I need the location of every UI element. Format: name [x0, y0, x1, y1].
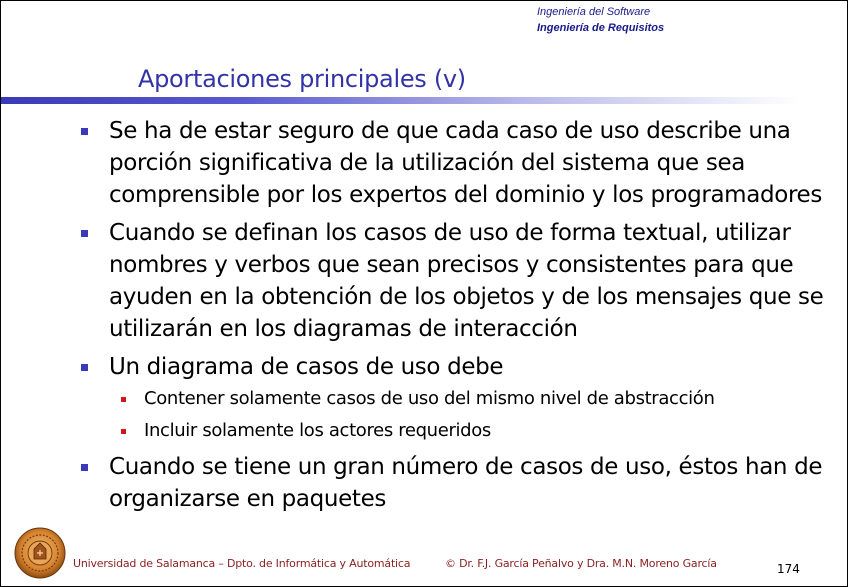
- course-header: [537, 4, 664, 36]
- bullet-list: [1, 115, 847, 521]
- university-seal-icon: [14, 527, 66, 579]
- small-square-bullet-icon: [121, 429, 126, 434]
- bullet-text: Cuando se definan los casos de uso de forma textual, utilizar nombres y verbos que sean precisos y consistentes para que ayuden en la obtención de los objetos y de los mensajes que se utilizarán en los diagramas de interacción: [109, 220, 824, 342]
- square-bullet-icon: [81, 464, 88, 471]
- square-bullet-icon: [81, 364, 88, 371]
- sub-bullet-text: Incluir solamente los actores requeridos: [144, 420, 491, 441]
- bullet-text: Cuando se tiene un gran número de casos de uso, éstos han de organizarse en paquetes: [109, 454, 823, 512]
- footer-authors: © Dr. F.J. García Peñalvo y Dra. M.N. Moreno García: [445, 557, 717, 570]
- bullet-item: [1, 451, 847, 515]
- square-bullet-icon: [81, 230, 88, 237]
- sub-bullet-item: [1, 387, 847, 411]
- small-square-bullet-icon: [121, 397, 126, 402]
- bullet-item: [1, 115, 847, 211]
- page-number: 174: [777, 562, 800, 576]
- bullet-text: Se ha de estar seguro de que cada caso de uso describe una porción significativa de la utilización del sistema que sea comprensible por los expertos del dominio y los programadores: [109, 118, 822, 208]
- square-bullet-icon: [81, 128, 88, 135]
- footer-institution: Universidad de Salamanca – Dpto. de Informática y Automática: [73, 557, 411, 570]
- course-name: Ingeniería del Software: [537, 6, 651, 18]
- bullet-item: [1, 351, 847, 383]
- sub-bullet-item: [1, 419, 847, 443]
- course-topic: Ingeniería de Requisitos: [537, 22, 665, 34]
- title-underline-bar: [1, 97, 801, 104]
- bullet-text: Un diagrama de casos de uso debe: [109, 354, 504, 380]
- slide-title: Aportaciones principales (v): [138, 65, 466, 93]
- sub-bullet-text: Contener solamente casos de uso del mismo nivel de abstracción: [144, 388, 715, 409]
- bullet-item: [1, 217, 847, 345]
- sub-bullet-list: [1, 387, 847, 443]
